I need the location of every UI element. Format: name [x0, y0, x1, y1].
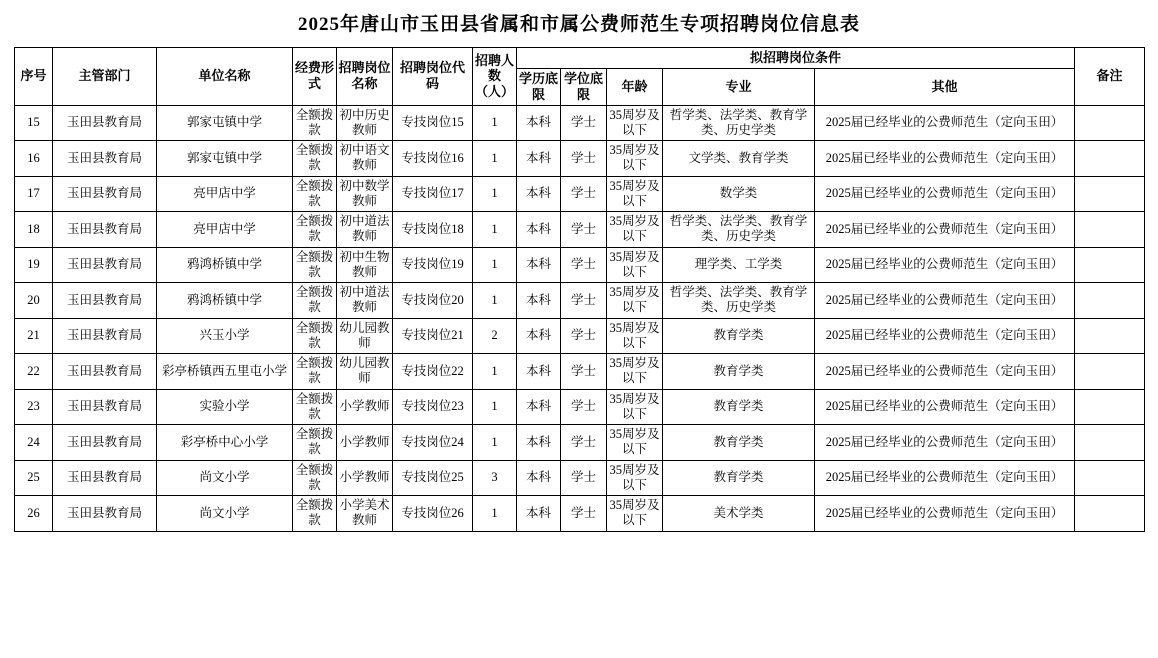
cell-other: 2025届已经毕业的公费师范生（定向玉田） [815, 354, 1075, 390]
cell-remark [1075, 318, 1145, 354]
recruitment-table [14, 47, 1145, 532]
header-age: 年龄 [607, 68, 663, 105]
header-row-1 [15, 48, 1145, 69]
cell-remark [1075, 105, 1145, 141]
cell-other: 2025届已经毕业的公费师范生（定向玉田） [815, 212, 1075, 248]
cell-post-name: 小学教师 [337, 425, 393, 461]
cell-fund: 全额拨款 [293, 141, 337, 177]
cell-major: 教育学类 [663, 389, 815, 425]
cell-degree: 学士 [561, 283, 607, 319]
cell-edu: 本科 [517, 105, 561, 141]
cell-edu: 本科 [517, 318, 561, 354]
cell-unit: 鸦鸿桥镇中学 [157, 247, 293, 283]
cell-age: 35周岁及以下 [607, 212, 663, 248]
cell-dept: 玉田县教育局 [53, 105, 157, 141]
cell-unit: 尚文小学 [157, 496, 293, 532]
cell-degree: 学士 [561, 354, 607, 390]
cell-post-name: 幼儿园教师 [337, 354, 393, 390]
cell-fund: 全额拨款 [293, 425, 337, 461]
cell-fund: 全额拨款 [293, 105, 337, 141]
cell-other: 2025届已经毕业的公费师范生（定向玉田） [815, 496, 1075, 532]
cell-seq: 16 [15, 141, 53, 177]
cell-seq: 15 [15, 105, 53, 141]
page-title: 2025年唐山市玉田县省属和市属公费师范生专项招聘岗位信息表 [297, 14, 860, 35]
cell-degree: 学士 [561, 425, 607, 461]
cell-count: 1 [473, 389, 517, 425]
cell-fund: 全额拨款 [293, 176, 337, 212]
cell-unit: 亮甲店中学 [157, 212, 293, 248]
cell-seq: 19 [15, 247, 53, 283]
header-dept: 主管部门 [53, 48, 157, 106]
table-body [15, 105, 1145, 531]
cell-edu: 本科 [517, 389, 561, 425]
header-conditions-group: 拟招聘岗位条件 [517, 48, 1075, 69]
cell-seq: 24 [15, 425, 53, 461]
table-row [15, 389, 1145, 425]
cell-degree: 学士 [561, 105, 607, 141]
cell-edu: 本科 [517, 212, 561, 248]
cell-major: 哲学类、法学类、教育学类、历史学类 [663, 212, 815, 248]
cell-seq: 20 [15, 283, 53, 319]
cell-age: 35周岁及以下 [607, 460, 663, 496]
cell-post-code: 专技岗位16 [393, 141, 473, 177]
cell-major: 哲学类、法学类、教育学类、历史学类 [663, 283, 815, 319]
table-row [15, 105, 1145, 141]
cell-age: 35周岁及以下 [607, 176, 663, 212]
cell-age: 35周岁及以下 [607, 247, 663, 283]
cell-dept: 玉田县教育局 [53, 141, 157, 177]
cell-unit: 亮甲店中学 [157, 176, 293, 212]
cell-other: 2025届已经毕业的公费师范生（定向玉田） [815, 318, 1075, 354]
cell-count: 1 [473, 141, 517, 177]
cell-dept: 玉田县教育局 [53, 425, 157, 461]
cell-unit: 郭家屯镇中学 [157, 105, 293, 141]
cell-other: 2025届已经毕业的公费师范生（定向玉田） [815, 389, 1075, 425]
cell-post-name: 小学教师 [337, 460, 393, 496]
cell-degree: 学士 [561, 176, 607, 212]
table-row [15, 425, 1145, 461]
table-header [15, 48, 1145, 106]
cell-count: 2 [473, 318, 517, 354]
cell-remark [1075, 141, 1145, 177]
cell-post-name: 初中道法教师 [337, 212, 393, 248]
cell-major: 理学类、工学类 [663, 247, 815, 283]
cell-post-name: 小学美术教师 [337, 496, 393, 532]
cell-fund: 全额拨款 [293, 318, 337, 354]
cell-count: 1 [473, 283, 517, 319]
cell-post-code: 专技岗位17 [393, 176, 473, 212]
cell-fund: 全额拨款 [293, 247, 337, 283]
cell-unit: 郭家屯镇中学 [157, 141, 293, 177]
cell-post-code: 专技岗位25 [393, 460, 473, 496]
cell-major: 教育学类 [663, 318, 815, 354]
cell-edu: 本科 [517, 496, 561, 532]
cell-post-name: 初中生物教师 [337, 247, 393, 283]
cell-degree: 学士 [561, 247, 607, 283]
header-remark: 备注 [1075, 48, 1145, 106]
cell-post-name: 幼儿园教师 [337, 318, 393, 354]
header-edu: 学历底限 [517, 68, 561, 105]
cell-dept: 玉田县教育局 [53, 176, 157, 212]
cell-seq: 17 [15, 176, 53, 212]
cell-remark [1075, 247, 1145, 283]
cell-dept: 玉田县教育局 [53, 496, 157, 532]
cell-unit: 鸦鸿桥镇中学 [157, 283, 293, 319]
cell-post-code: 专技岗位23 [393, 389, 473, 425]
cell-post-name: 初中语文教师 [337, 141, 393, 177]
cell-fund: 全额拨款 [293, 460, 337, 496]
cell-degree: 学士 [561, 141, 607, 177]
cell-count: 1 [473, 496, 517, 532]
header-fund: 经费形式 [293, 48, 337, 106]
cell-seq: 23 [15, 389, 53, 425]
cell-age: 35周岁及以下 [607, 354, 663, 390]
cell-remark [1075, 354, 1145, 390]
cell-other: 2025届已经毕业的公费师范生（定向玉田） [815, 141, 1075, 177]
cell-age: 35周岁及以下 [607, 425, 663, 461]
cell-post-code: 专技岗位19 [393, 247, 473, 283]
cell-unit: 兴玉小学 [157, 318, 293, 354]
cell-seq: 26 [15, 496, 53, 532]
cell-remark [1075, 425, 1145, 461]
cell-other: 2025届已经毕业的公费师范生（定向玉田） [815, 460, 1075, 496]
cell-fund: 全额拨款 [293, 389, 337, 425]
cell-other: 2025届已经毕业的公费师范生（定向玉田） [815, 283, 1075, 319]
cell-seq: 21 [15, 318, 53, 354]
cell-degree: 学士 [561, 212, 607, 248]
cell-other: 2025届已经毕业的公费师范生（定向玉田） [815, 425, 1075, 461]
cell-seq: 22 [15, 354, 53, 390]
cell-count: 1 [473, 212, 517, 248]
header-seq: 序号 [15, 48, 53, 106]
cell-age: 35周岁及以下 [607, 496, 663, 532]
cell-post-name: 初中道法教师 [337, 283, 393, 319]
cell-unit: 彩亭桥镇西五里屯小学 [157, 354, 293, 390]
header-unit: 单位名称 [157, 48, 293, 106]
cell-dept: 玉田县教育局 [53, 354, 157, 390]
cell-age: 35周岁及以下 [607, 283, 663, 319]
cell-unit: 尚文小学 [157, 460, 293, 496]
table-row [15, 141, 1145, 177]
header-post-name: 招聘岗位名称 [337, 48, 393, 106]
cell-edu: 本科 [517, 247, 561, 283]
header-major: 专业 [663, 68, 815, 105]
cell-dept: 玉田县教育局 [53, 460, 157, 496]
cell-unit: 彩亭桥中心小学 [157, 425, 293, 461]
cell-count: 1 [473, 105, 517, 141]
cell-post-code: 专技岗位24 [393, 425, 473, 461]
cell-fund: 全额拨款 [293, 496, 337, 532]
cell-dept: 玉田县教育局 [53, 389, 157, 425]
cell-post-code: 专技岗位20 [393, 283, 473, 319]
cell-age: 35周岁及以下 [607, 105, 663, 141]
cell-degree: 学士 [561, 460, 607, 496]
header-degree: 学位底限 [561, 68, 607, 105]
cell-edu: 本科 [517, 460, 561, 496]
cell-post-name: 初中历史教师 [337, 105, 393, 141]
cell-unit: 实验小学 [157, 389, 293, 425]
cell-seq: 25 [15, 460, 53, 496]
cell-age: 35周岁及以下 [607, 389, 663, 425]
cell-other: 2025届已经毕业的公费师范生（定向玉田） [815, 247, 1075, 283]
header-post-code: 招聘岗位代码 [393, 48, 473, 106]
cell-remark [1075, 389, 1145, 425]
cell-edu: 本科 [517, 354, 561, 390]
cell-remark [1075, 496, 1145, 532]
cell-post-name: 初中数学教师 [337, 176, 393, 212]
cell-dept: 玉田县教育局 [53, 318, 157, 354]
cell-dept: 玉田县教育局 [53, 283, 157, 319]
cell-remark [1075, 176, 1145, 212]
cell-degree: 学士 [561, 389, 607, 425]
cell-remark [1075, 460, 1145, 496]
cell-count: 1 [473, 354, 517, 390]
table-row [15, 247, 1145, 283]
header-other: 其他 [815, 68, 1075, 105]
cell-post-code: 专技岗位22 [393, 354, 473, 390]
cell-edu: 本科 [517, 283, 561, 319]
cell-count: 3 [473, 460, 517, 496]
table-row [15, 318, 1145, 354]
table-row [15, 283, 1145, 319]
cell-post-code: 专技岗位15 [393, 105, 473, 141]
table-row [15, 212, 1145, 248]
cell-post-code: 专技岗位26 [393, 496, 473, 532]
cell-post-code: 专技岗位21 [393, 318, 473, 354]
cell-remark [1075, 212, 1145, 248]
cell-count: 1 [473, 425, 517, 461]
cell-major: 教育学类 [663, 354, 815, 390]
cell-age: 35周岁及以下 [607, 318, 663, 354]
cell-count: 1 [473, 247, 517, 283]
cell-edu: 本科 [517, 141, 561, 177]
cell-edu: 本科 [517, 425, 561, 461]
cell-major: 教育学类 [663, 460, 815, 496]
cell-degree: 学士 [561, 318, 607, 354]
table-row [15, 460, 1145, 496]
cell-fund: 全额拨款 [293, 354, 337, 390]
table-row [15, 176, 1145, 212]
cell-major: 教育学类 [663, 425, 815, 461]
cell-age: 35周岁及以下 [607, 141, 663, 177]
cell-count: 1 [473, 176, 517, 212]
cell-degree: 学士 [561, 496, 607, 532]
cell-post-code: 专技岗位18 [393, 212, 473, 248]
cell-fund: 全额拨款 [293, 212, 337, 248]
cell-other: 2025届已经毕业的公费师范生（定向玉田） [815, 105, 1075, 141]
header-count: 招聘人数（人） [473, 48, 517, 106]
cell-major: 文学类、教育学类 [663, 141, 815, 177]
cell-major: 美术学类 [663, 496, 815, 532]
table-row [15, 354, 1145, 390]
cell-fund: 全额拨款 [293, 283, 337, 319]
cell-edu: 本科 [517, 176, 561, 212]
cell-other: 2025届已经毕业的公费师范生（定向玉田） [815, 176, 1075, 212]
cell-post-name: 小学教师 [337, 389, 393, 425]
cell-dept: 玉田县教育局 [53, 247, 157, 283]
table-row [15, 496, 1145, 532]
cell-major: 哲学类、法学类、教育学类、历史学类 [663, 105, 815, 141]
cell-seq: 18 [15, 212, 53, 248]
cell-dept: 玉田县教育局 [53, 212, 157, 248]
cell-remark [1075, 283, 1145, 319]
cell-major: 数学类 [663, 176, 815, 212]
